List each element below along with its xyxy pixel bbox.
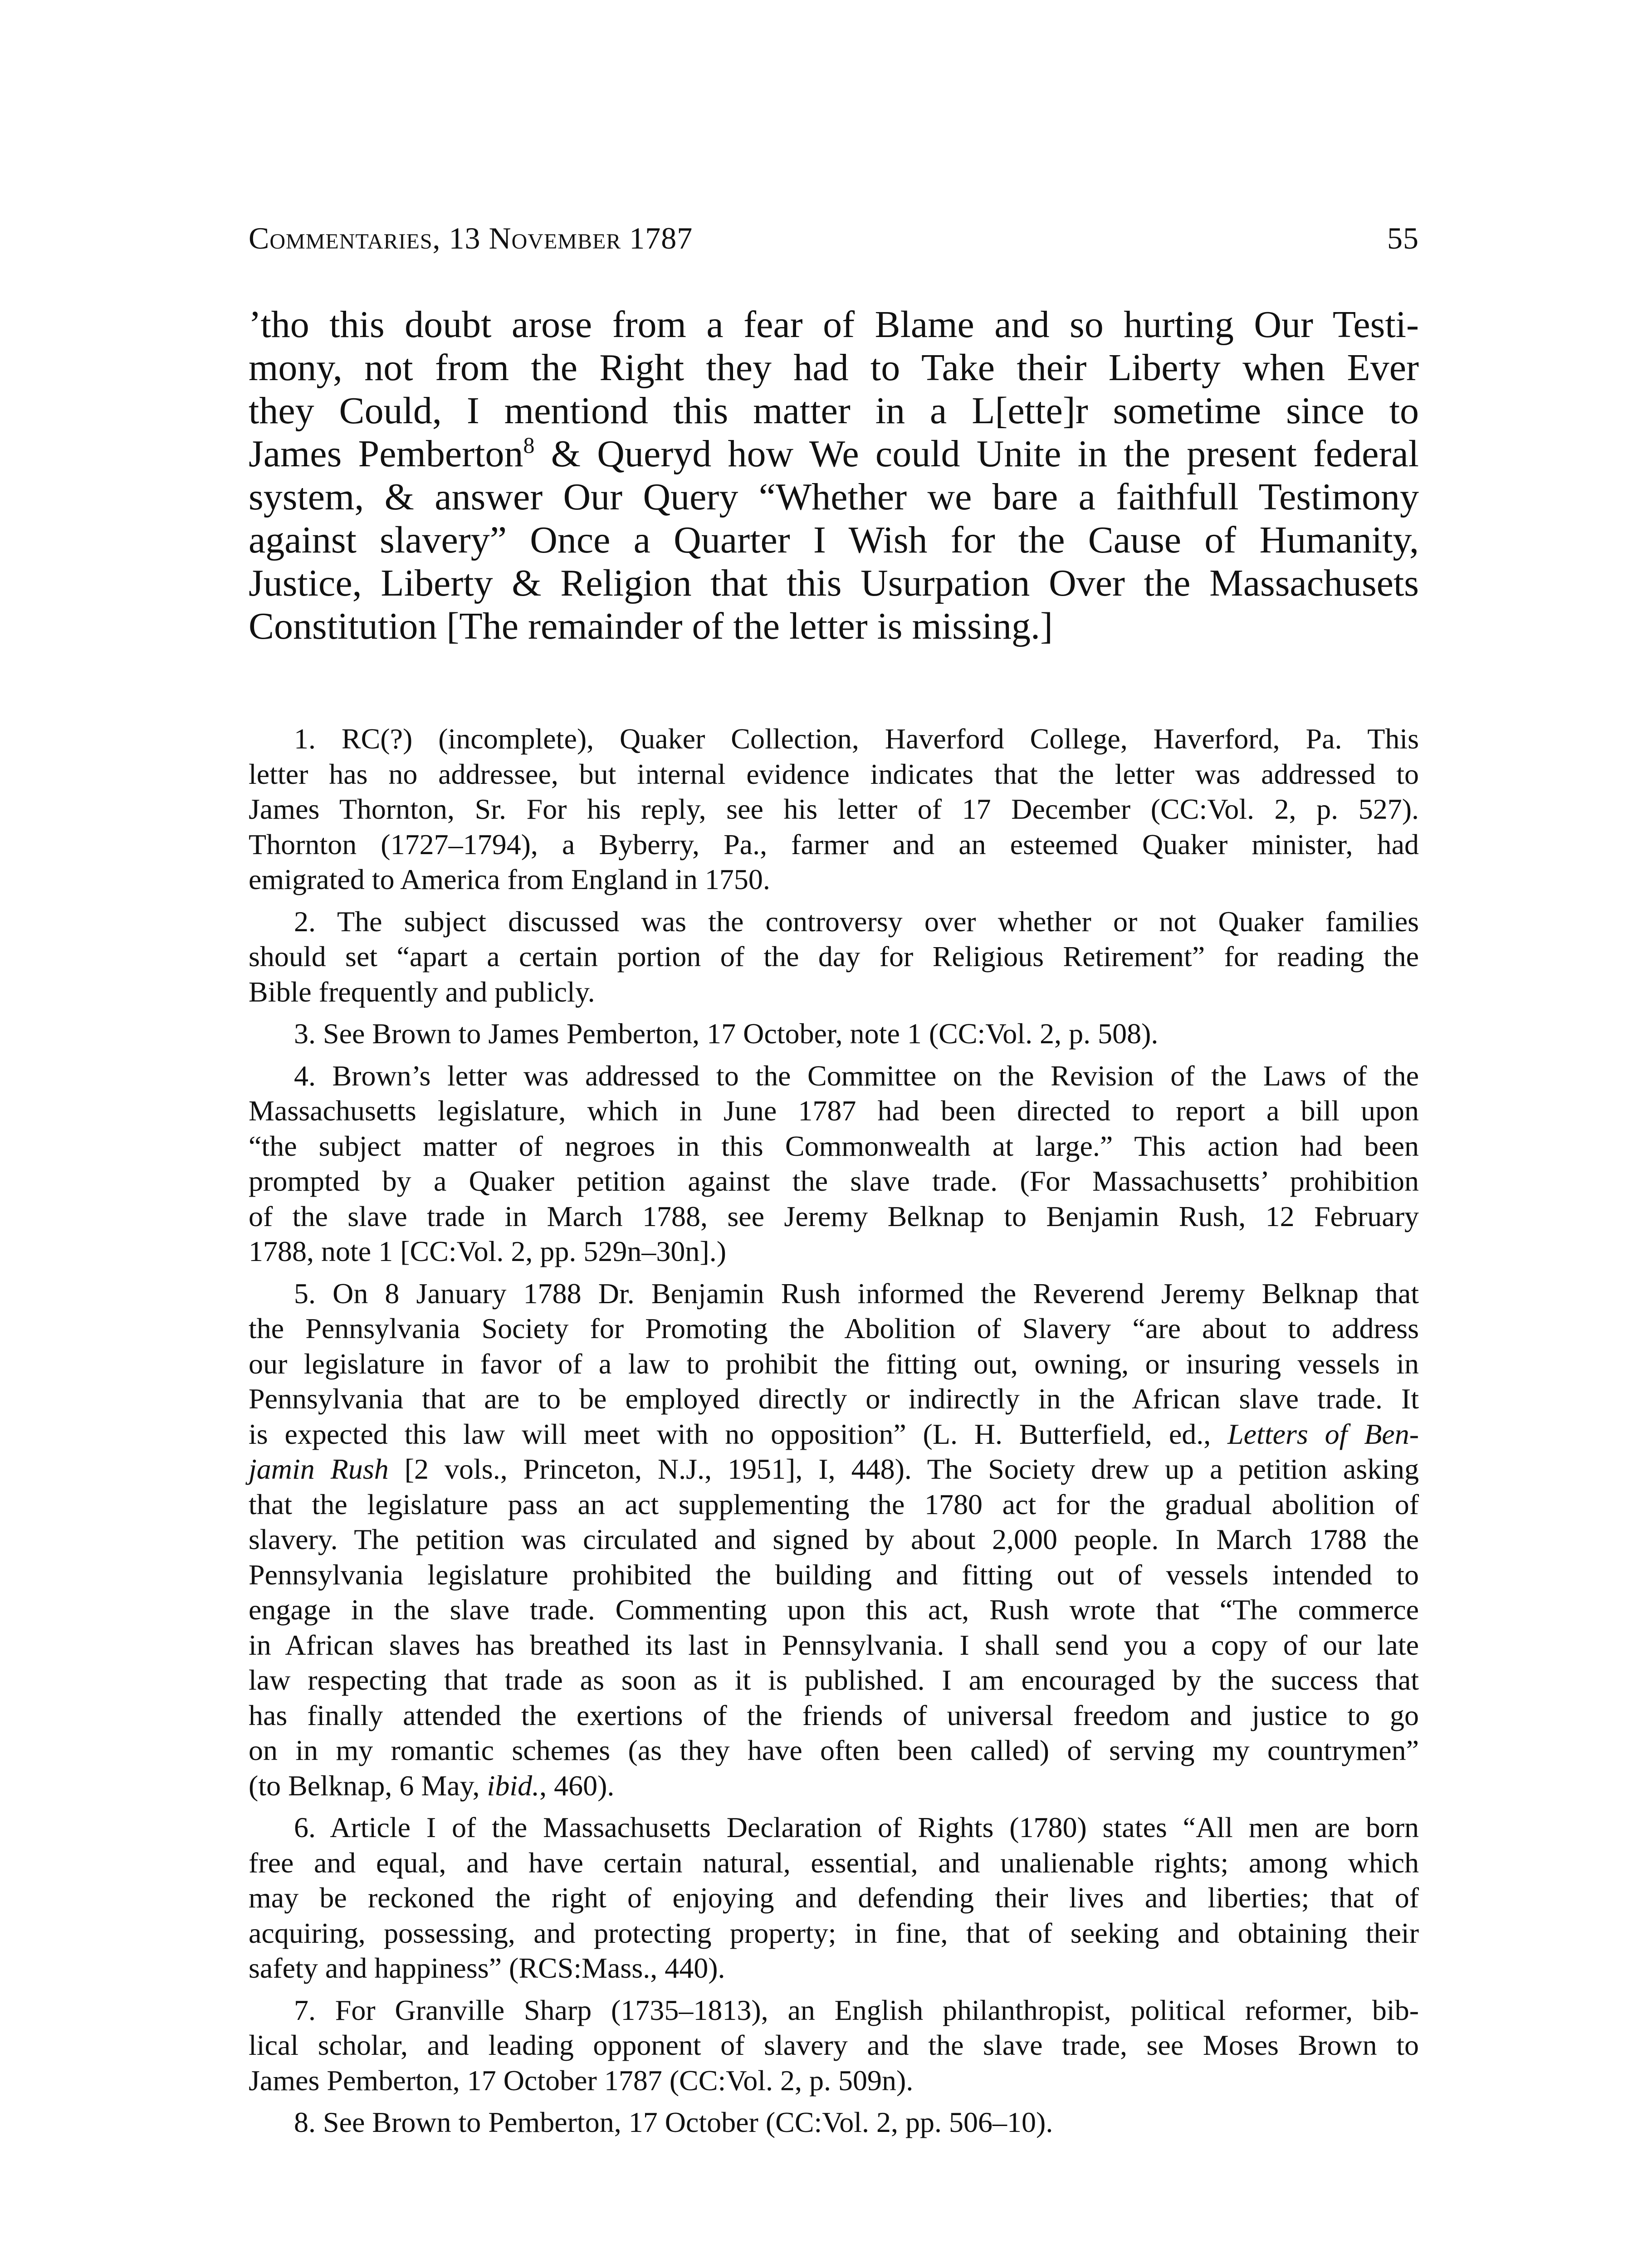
letter-line: system, & answer Our Query “Whether we bare a faithfull Testimony: [249, 476, 1419, 518]
footnote-line: has finally attended the exertions of the friends of universal freedom and justice to go: [249, 1699, 1419, 1731]
footnote-4: [249, 1058, 1419, 1269]
letter-line: mony, not from the Right they had to Take their Liberty when Ever: [249, 347, 1419, 389]
footnote-line: Thornton (1727–1794), a Byberry, Pa., farmer and an esteemed Quaker minister, had: [249, 828, 1419, 860]
footnote-line: Bible frequently and publicly.: [249, 975, 595, 1008]
footnote-line: Massachusetts legislature, which in June 1787 had been directed to report a bill upon: [249, 1095, 1419, 1127]
footnote-line: “the subject matter of negroes in this Commonwealth at large.” This action had been: [249, 1129, 1419, 1162]
running-head: [249, 218, 1419, 259]
ibid-abbreviation: ibid.: [487, 1769, 540, 1802]
footnote-line: of the slave trade in March 1788, see Jeremy Belknap to Benjamin Rush, 12 February: [249, 1200, 1419, 1232]
letter-text: [249, 303, 1419, 648]
footnote-reference: 8: [523, 432, 535, 458]
footnote-line: free and equal, and have certain natural, essential, and unalienable rights; among which: [249, 1846, 1419, 1879]
footnote-line: [249, 1417, 1419, 1452]
footnote-line-text: [2 vols., Princeton, N.J., 1951], I, 448). The Society drew up a petition asking: [388, 1453, 1419, 1485]
footnote-line: 4. Brown’s letter was addressed to the Committee on the Revision of the Laws of the: [294, 1059, 1419, 1092]
footnote-line: slavery. The petition was circulated and signed by about 2,000 people. In March 1788 the: [249, 1523, 1419, 1555]
footnotes: [249, 721, 1419, 2147]
letter-line: against slavery” Once a Quarter I Wish for the Cause of Humanity,: [249, 519, 1419, 561]
footnote-line: safety and happiness” (RCS:Mass., 440).: [249, 1952, 725, 1984]
footnote-line: 8. See Brown to Pemberton, 17 October (CC:Vol. 2, pp. 506–10).: [294, 2106, 1053, 2138]
footnote-line: James Pemberton, 17 October 1787 (CC:Vol. 2, p. 509n).: [249, 2064, 914, 2097]
footnote-line: Pennsylvania legislature prohibited the building and fitting out of vessels intended to: [249, 1558, 1419, 1591]
footnote-line-text: , 460).: [539, 1769, 615, 1802]
footnote-line: may be reckoned the right of enjoying and defending their lives and liberties; that of: [249, 1882, 1419, 1914]
footnote-line: acquiring, possessing, and protecting property; in fine, that of seeking and obtaining their: [249, 1916, 1419, 1949]
footnote-line: Pennsylvania that are to be employed directly or indirectly in the African slave trade. It: [249, 1383, 1419, 1415]
footnote-line: James Thornton, Sr. For his reply, see his letter of 17 December (CC:Vol. 2, p. 527).: [249, 793, 1419, 825]
footnote-line: that the legislature pass an act supplementing the 1780 act for the gradual abolition of: [249, 1488, 1419, 1520]
footnote-line: prompted by a Quaker petition against the slave trade. (For Massachusetts’ prohibition: [249, 1165, 1419, 1197]
page-number: 55: [1387, 221, 1419, 255]
footnote-line: letter has no addressee, but internal evidence indicates that the letter was addressed to: [249, 758, 1419, 790]
footnote-6: [249, 1810, 1419, 1986]
letter-line: they Could, I mentiond this matter in a L[ette]r sometime since to: [249, 390, 1419, 432]
footnote-line: in African slaves has breathed its last in Pennsylvania. I shall send you a copy of our late: [249, 1628, 1419, 1661]
footnote-line-text: (to Belknap, 6 May,: [249, 1769, 487, 1802]
footnote-line: 6. Article I of the Massachusetts Declaration of Rights (1780) states “All men are born: [294, 1811, 1419, 1843]
letter-line-text: James Pemberton: [249, 433, 523, 475]
footnote-line-text: is expected this law will meet with no opposition” (L. H. Butterfield, ed.,: [249, 1418, 1228, 1450]
footnote-3: [249, 1016, 1419, 1051]
letter-line: Justice, Liberty & Religion that this Usurpation Over the Massachusets: [249, 562, 1419, 604]
letter-line: Constitution [The remainder of the letter is missing.]: [249, 605, 1053, 647]
running-head-title: Commentaries, 13 November 1787: [249, 221, 693, 255]
footnote-line: 5. On 8 January 1788 Dr. Benjamin Rush informed the Reverend Jeremy Belknap that: [294, 1277, 1419, 1310]
footnote-7: [249, 1993, 1419, 2098]
footnote-line: emigrated to America from England in 1750.: [249, 863, 770, 895]
footnote-line: 1788, note 1 [CC:Vol. 2, pp. 529n–30n].): [249, 1235, 727, 1267]
footnote-5: [249, 1276, 1419, 1804]
letter-line: [249, 432, 1419, 475]
footnote-line: should set “apart a certain portion of the day for Religious Retirement” for reading the: [249, 940, 1419, 973]
book-title: Letters of Ben-: [1227, 1418, 1419, 1450]
letter-line: ’tho this doubt arose from a fear of Blame and so hurting Our Testi-: [249, 303, 1419, 346]
footnote-line: engage in the slave trade. Commenting upon this act, Rush wrote that “The commerce: [249, 1593, 1419, 1626]
footnote-line: 7. For Granville Sharp (1735–1813), an English philanthropist, political reformer, bib-: [294, 1994, 1419, 2026]
footnote-line: lical scholar, and leading opponent of slavery and the slave trade, see Moses Brown to: [249, 2029, 1419, 2061]
footnote-1: [249, 721, 1419, 897]
footnote-8: [249, 2105, 1419, 2140]
letter-line-text: & Queryd how We could Unite in the present federal: [534, 433, 1419, 475]
footnote-line: law respecting that trade as soon as it is published. I am encouraged by the success that: [249, 1664, 1419, 1696]
footnote-line: the Pennsylvania Society for Promoting the Abolition of Slavery “are about to address: [249, 1312, 1419, 1344]
footnote-line: 2. The subject discussed was the controversy over whether or not Quaker families: [294, 905, 1419, 938]
footnote-2: [249, 904, 1419, 1010]
footnote-line: [249, 1452, 1419, 1487]
footnote-line: [249, 1768, 1419, 1804]
footnote-line: 3. See Brown to James Pemberton, 17 October, note 1 (CC:Vol. 2, p. 508).: [294, 1017, 1159, 1050]
footnote-line: 1. RC(?) (incomplete), Quaker Collection, Haverford College, Haverford, Pa. This: [294, 723, 1419, 755]
footnote-line: our legislature in favor of a law to prohibit the fitting out, owning, or insuring vessels in: [249, 1347, 1419, 1380]
book-title: jamin Rush: [249, 1453, 389, 1485]
footnote-line: on in my romantic schemes (as they have often been called) of serving my countrymen”: [249, 1734, 1419, 1766]
